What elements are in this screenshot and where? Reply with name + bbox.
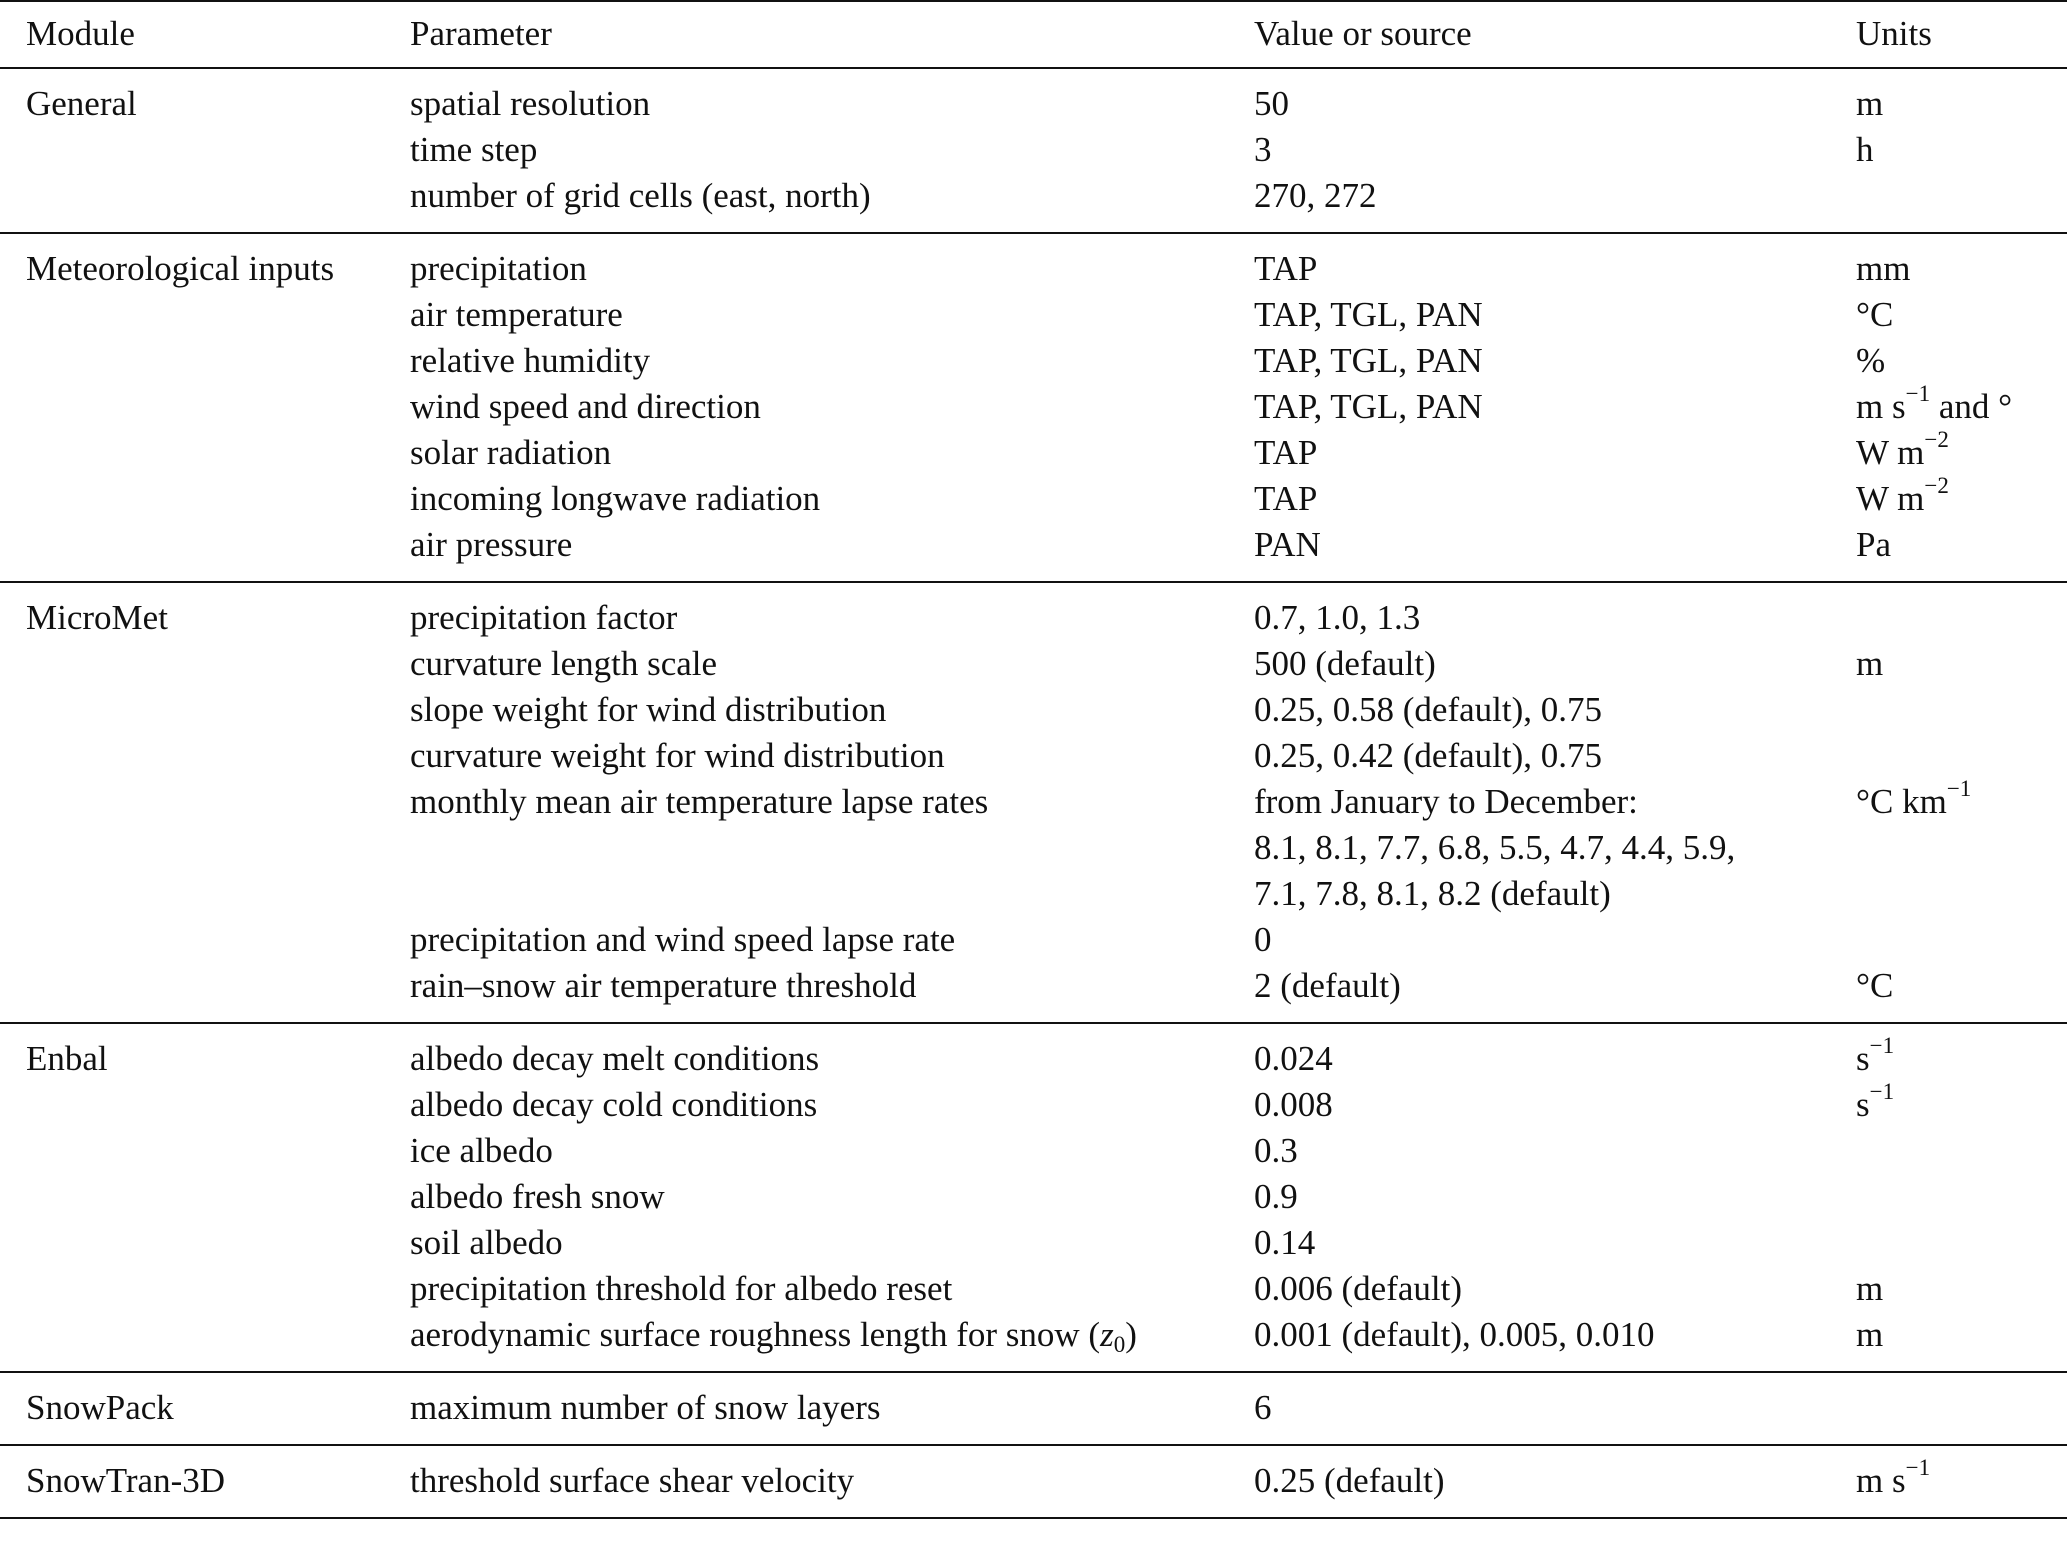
parameter-cell: precipitation threshold for albedo reset xyxy=(410,1269,953,1308)
parameter-close-paren: ) xyxy=(1125,1315,1137,1354)
table-row xyxy=(0,963,2067,1023)
value-cell: 50 xyxy=(1254,84,1289,123)
units-cell: m xyxy=(1856,644,1884,683)
module-name: General xyxy=(26,84,137,123)
value-cell: TAP xyxy=(1254,479,1318,518)
table-row xyxy=(0,68,2067,127)
group-snowtran-3d xyxy=(0,1445,2067,1518)
table-row xyxy=(0,1312,2067,1372)
units-cell: m xyxy=(1856,1315,1884,1354)
value-cell: 0.006 (default) xyxy=(1254,1269,1462,1308)
parameter-cell: soil albedo xyxy=(410,1223,563,1262)
value-cell: 0.001 (default), 0.005, 0.010 xyxy=(1254,1315,1655,1354)
units-cell: °C xyxy=(1856,295,1894,334)
units-cell xyxy=(1842,1174,2067,1220)
value-cell: 0.25, 0.58 (default), 0.75 xyxy=(1254,690,1602,729)
parameter-cell: albedo decay cold conditions xyxy=(410,1085,818,1124)
parameter-cell: albedo fresh snow xyxy=(410,1177,665,1216)
group-meteorological-inputs xyxy=(0,233,2067,582)
units-cell xyxy=(1842,1078,2067,1128)
value-cell: 3 xyxy=(1254,130,1272,169)
table-row xyxy=(0,1023,2067,1082)
units-cell xyxy=(1842,582,2067,641)
value-line: 8.1, 8.1, 7.7, 6.8, 5.5, 4.7, 4.4, 5.9, xyxy=(1254,828,1736,867)
table-row xyxy=(0,1445,2067,1518)
value-cell: 0.3 xyxy=(1254,1131,1298,1170)
group-snowpack xyxy=(0,1372,2067,1445)
module-name: SnowPack xyxy=(26,1388,174,1427)
parameter-cell: air temperature xyxy=(410,295,623,334)
table-row xyxy=(0,687,2067,733)
parameter-cell: time step xyxy=(410,130,538,169)
units-cell xyxy=(1842,472,2067,522)
parameter-cell: rain–snow air temperature threshold xyxy=(410,966,917,1005)
value-cell: 0.14 xyxy=(1254,1223,1316,1262)
units-cell: % xyxy=(1856,341,1886,380)
parameter-cell: wind speed and direction xyxy=(410,387,761,426)
units-exponent: −2 xyxy=(1924,472,1949,498)
units-base: m s xyxy=(1856,1461,1906,1500)
table-row xyxy=(0,1128,2067,1174)
parameter-cell: solar radiation xyxy=(410,433,612,472)
parameter-cell: threshold surface shear velocity xyxy=(410,1461,855,1500)
module-name: Meteorological inputs xyxy=(26,249,335,288)
value-cell: 500 (default) xyxy=(1254,644,1436,683)
value-cell: 0.25, 0.42 (default), 0.75 xyxy=(1254,736,1602,775)
value-cell: TAP, TGL, PAN xyxy=(1254,341,1483,380)
header-parameter: Parameter xyxy=(410,14,552,53)
table-row xyxy=(0,384,2067,430)
parameter-text: aerodynamic surface roughness length for snow ( xyxy=(410,1315,1101,1354)
parameter-cell xyxy=(384,1312,1240,1372)
units-exponent: −2 xyxy=(1924,426,1949,452)
units-cell xyxy=(1842,917,2067,963)
units-cell xyxy=(1842,733,2067,779)
value-cell: 0.024 xyxy=(1254,1039,1333,1078)
units-cell xyxy=(1842,1128,2067,1174)
value-cell: 270, 272 xyxy=(1254,176,1377,215)
value-cell xyxy=(1240,779,1842,917)
header-value: Value or source xyxy=(1254,14,1472,53)
parameter-cell: incoming longwave radiation xyxy=(410,479,821,518)
value-cell: 2 (default) xyxy=(1254,966,1401,1005)
table-row xyxy=(0,127,2067,173)
value-cell: TAP, TGL, PAN xyxy=(1254,295,1483,334)
parameter-cell: spatial resolution xyxy=(410,84,651,123)
group-general xyxy=(0,68,2067,233)
value-line: from January to December: xyxy=(1254,782,1638,821)
units-cell: h xyxy=(1856,130,1874,169)
table-row xyxy=(0,1174,2067,1220)
table-row xyxy=(0,733,2067,779)
units-cell xyxy=(1842,380,2067,430)
units-cell: mm xyxy=(1856,249,1911,288)
table-row xyxy=(0,338,2067,384)
value-cell: 0 xyxy=(1254,920,1272,959)
units-cell xyxy=(1842,173,2067,233)
table-row xyxy=(0,1372,2067,1445)
table-row xyxy=(0,430,2067,476)
units-cell: Pa xyxy=(1856,525,1891,564)
module-name: Enbal xyxy=(26,1039,108,1078)
table-row xyxy=(0,476,2067,522)
parameter-cell: precipitation and wind speed lapse rate xyxy=(410,920,956,959)
parameter-cell: albedo decay melt conditions xyxy=(410,1039,820,1078)
parameter-cell: precipitation factor xyxy=(410,598,678,637)
units-base: W m xyxy=(1856,479,1925,518)
units-exponent: −1 xyxy=(1905,380,1931,406)
parameter-cell: precipitation xyxy=(410,249,587,288)
units-exponent: −1 xyxy=(1869,1032,1895,1058)
group-micromet xyxy=(0,582,2067,1023)
units-tail: and ° xyxy=(1930,387,2013,426)
header-units: Units xyxy=(1856,14,1932,53)
roughness-symbol: z xyxy=(1100,1315,1114,1354)
table-row xyxy=(0,779,2067,917)
units-cell xyxy=(1842,687,2067,733)
header-row xyxy=(0,1,2067,68)
value-cell: 6 xyxy=(1254,1388,1272,1427)
parameter-cell: air pressure xyxy=(410,525,573,564)
units-base: °C km xyxy=(1856,782,1947,821)
units-cell: m xyxy=(1856,1269,1884,1308)
parameter-cell: curvature length scale xyxy=(410,644,718,683)
table-row xyxy=(0,1220,2067,1266)
table-header xyxy=(0,1,2067,68)
value-line: 7.1, 7.8, 8.1, 8.2 (default) xyxy=(1254,874,1611,913)
module-name: MicroMet xyxy=(26,598,168,637)
units-cell xyxy=(1842,1445,2067,1518)
value-cell: 0.9 xyxy=(1254,1177,1298,1216)
table-row xyxy=(0,233,2067,292)
value-cell: PAN xyxy=(1254,525,1321,564)
parameter-cell: relative humidity xyxy=(410,341,651,380)
table-row xyxy=(0,641,2067,687)
units-cell xyxy=(1842,426,2067,476)
units-base: m s xyxy=(1856,387,1906,426)
group-enbal xyxy=(0,1023,2067,1372)
parameter-cell: slope weight for wind distribution xyxy=(410,690,887,729)
units-cell xyxy=(1842,1220,2067,1266)
value-cell: TAP xyxy=(1254,433,1318,472)
table-row xyxy=(0,292,2067,338)
table-row xyxy=(0,582,2067,641)
table-row xyxy=(0,173,2067,233)
units-cell: m xyxy=(1856,84,1884,123)
value-cell: TAP xyxy=(1254,249,1318,288)
units-base: s xyxy=(1856,1085,1870,1124)
module-name: SnowTran-3D xyxy=(26,1461,226,1500)
units-cell xyxy=(1842,1023,2067,1082)
parameter-cell: number of grid cells (east, north) xyxy=(410,176,871,215)
roughness-subscript: 0 xyxy=(1113,1331,1126,1357)
parameter-cell: monthly mean air temperature lapse rates xyxy=(410,782,989,821)
value-cell: 0.008 xyxy=(1254,1085,1333,1124)
value-cell: 0.25 (default) xyxy=(1254,1461,1445,1500)
units-exponent: −1 xyxy=(1946,775,1972,801)
units-exponent: −1 xyxy=(1869,1078,1895,1104)
table-row xyxy=(0,917,2067,963)
units-cell xyxy=(1842,1372,2067,1445)
table-row xyxy=(0,522,2067,582)
units-cell xyxy=(1842,775,2067,917)
table-row xyxy=(0,1082,2067,1128)
units-exponent: −1 xyxy=(1905,1454,1931,1480)
parameter-cell: ice albedo xyxy=(410,1131,553,1170)
units-cell: °C xyxy=(1856,966,1894,1005)
value-cell: TAP, TGL, PAN xyxy=(1254,387,1483,426)
header-module: Module xyxy=(26,14,135,53)
units-base: s xyxy=(1856,1039,1870,1078)
parameter-cell: maximum number of snow layers xyxy=(410,1388,881,1427)
value-cell: 0.7, 1.0, 1.3 xyxy=(1254,598,1421,637)
table-row xyxy=(0,1266,2067,1312)
units-base: W m xyxy=(1856,433,1925,472)
parameter-cell: curvature weight for wind distribution xyxy=(410,736,945,775)
